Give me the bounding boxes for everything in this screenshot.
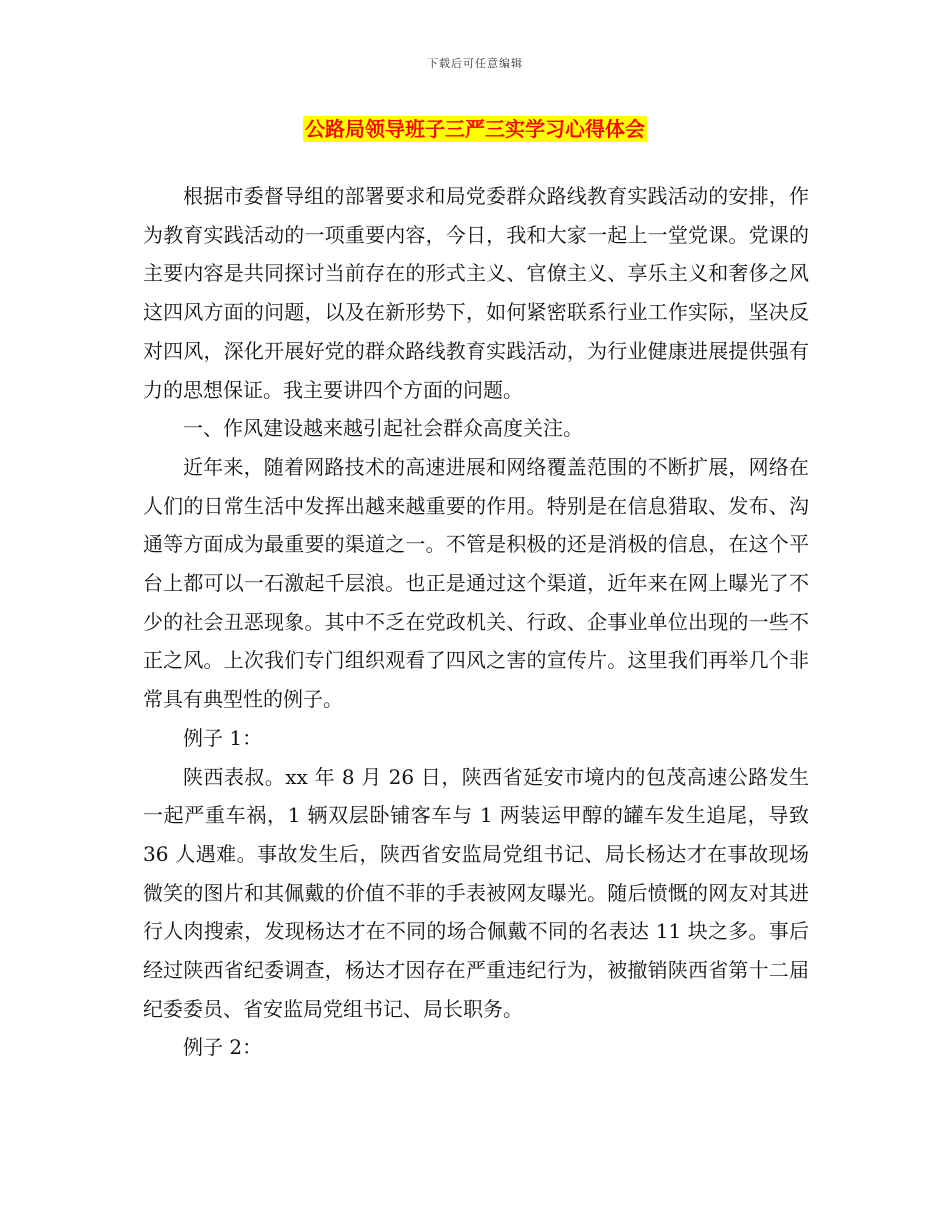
paragraph-example-1: 陕西表叔。xx 年 8 月 26 日，陕西省延安市境内的包茂高速公路发生一起严重车祸，1 辆双层卧铺客车与 1 两装运甲醇的罐车发生追尾，导致 36 人遇难。事故发生后，陕西省安监局党组书记、局长杨达才在事故现场微笑的图片和其佩戴的价值不菲的手表被网友曝光。随后愤慨的网友对其进行人肉搜索，发现杨达才在不同的场合佩戴不同的名表达 11 块之多。事后经过陕西省纪委调查，杨达才因存在严重违纪行为，被撤销陕西省第十二届纪委委员、省安监局党组书记、局长职务。	[143, 764, 809, 1021]
example-1-label: 例子 1：	[183, 725, 263, 750]
example-2-label: 例子 2：	[183, 1035, 263, 1060]
document-body	[143, 177, 809, 1067]
header-note: 下载后可任意编辑	[427, 57, 523, 70]
section-heading-1: 一、作风建设越来越引起社会群众高度关注。	[183, 416, 583, 441]
document-title-text: 公路局领导班子三严三实学习心得体会	[305, 117, 645, 141]
paragraph-intro: 根据市委督导组的部署要求和局党委群众路线教育实践活动的安排，作为教育实践活动的一项重要内容，今日，我和大家一起上一堂党课。党课的主要内容是共同探讨当前存在的形式主义、官僚主义、享乐主义和奢侈之风这四风方面的问题，以及在新形势下，如何紧密联系行业工作实际，坚决反对四风，深化开展好党的群众路线教育实践活动，为行业健康进展提供强有力的思想保证。我主要讲四个方面的问题。	[143, 184, 809, 402]
document-title	[0, 116, 950, 142]
paragraph-background: 近年来，随着网路技术的高速进展和网络覆盖范围的不断扩展，网络在人们的日常生活中发挥出越来越重要的作用。特别是在信息猎取、发布、沟通等方面成为最重要的渠道之一。不管是积极的还是消极的信息，在这个平台上都可以一石激起千层浪。也正是通过这个渠道，近年来在网上曝光了不少的社会丑恶现象。其中不乏在党政机关、行政、企事业单位出现的一些不正之风。上次我们专门组织观看了四风之害的宣传片。这里我们再举几个非常具有典型性的例子。	[143, 454, 809, 712]
